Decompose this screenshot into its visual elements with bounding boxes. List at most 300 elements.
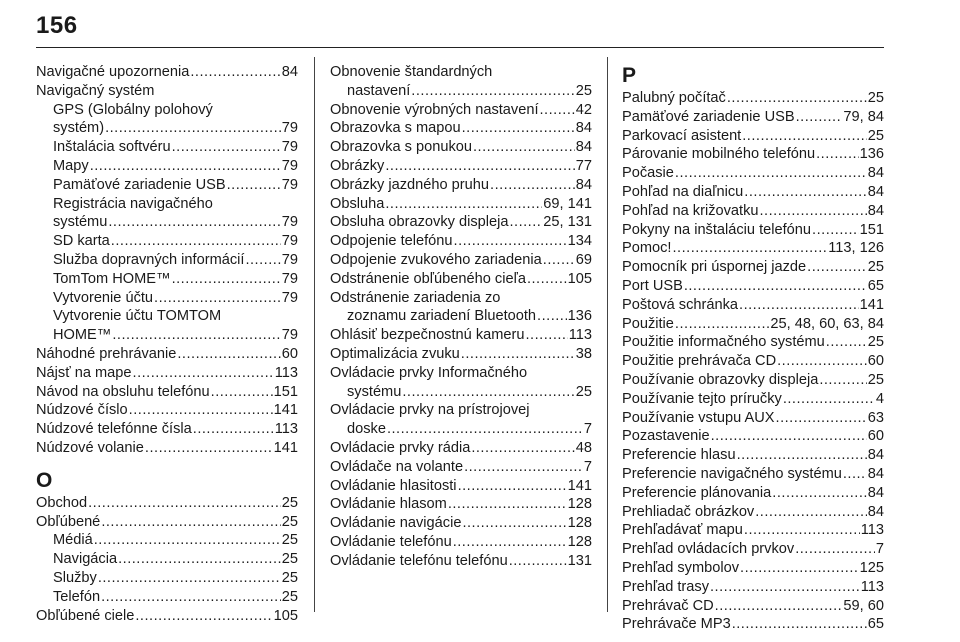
index-entry (36, 531, 298, 550)
dot-leader (471, 439, 574, 458)
index-entry-term: Ovládanie telefónu (330, 533, 452, 550)
index-entry-page: 113 (860, 578, 884, 595)
index-entry-term: Pamäťové zariadenie USB (53, 176, 226, 193)
index-entry-page: 25 (281, 513, 298, 530)
dot-leader (145, 439, 273, 458)
index-entry-page: 25 (867, 371, 884, 388)
index-entry-page: 25 (867, 90, 884, 106)
index-entry-term: Počasie (622, 165, 674, 182)
index-entry (330, 345, 592, 364)
index-entry-page: 84 (867, 503, 884, 520)
index-entry (330, 101, 592, 120)
dot-leader (458, 477, 567, 496)
index-entry (330, 458, 592, 477)
index-entry (36, 251, 298, 270)
index-entry (330, 533, 592, 552)
index-entry (330, 495, 592, 514)
dot-leader (684, 277, 867, 296)
index-entry (36, 569, 298, 588)
index-entry-term: Obľúbené (36, 513, 101, 530)
index-entry-page: 113 (274, 364, 298, 381)
dot-leader (744, 521, 860, 540)
index-entry (330, 195, 592, 214)
dot-leader (133, 364, 274, 383)
dot-leader (509, 213, 542, 232)
dot-leader (711, 427, 867, 446)
index-entry (36, 326, 298, 345)
dot-leader (732, 615, 867, 634)
index-entry-page: 69 (575, 251, 592, 268)
index-entry-term: Núdzové číslo (36, 402, 128, 419)
dot-leader (193, 420, 274, 439)
index-entry-term: Prehľad symbolov (622, 559, 740, 576)
index-entry (36, 607, 298, 626)
dot-leader (777, 352, 867, 371)
index-entry-term: Prehľad trasy (622, 578, 709, 595)
index-entry-page: 79 (281, 327, 298, 344)
index-entry-page: 128 (567, 533, 592, 550)
index-entry-term: Použitie prehrávača CD (622, 353, 777, 370)
index-entry (330, 552, 592, 571)
index-entry-page: 84 (867, 465, 884, 482)
index-entry-page: 141 (273, 402, 298, 419)
index-entry (622, 108, 884, 127)
index-entry-page: 25 (281, 569, 298, 586)
index-entry-term: Ohlásiť bezpečnostnú kameru (330, 327, 525, 344)
index-entry-term: Parkovací asistent (622, 127, 742, 144)
dot-leader (795, 540, 875, 559)
dot-leader (755, 503, 867, 522)
index-section-letter: P (622, 64, 637, 87)
index-entry (330, 326, 592, 345)
index-entry-page: 79 (281, 157, 298, 174)
index-entry (622, 390, 884, 409)
index-entry (36, 176, 298, 195)
index-entry-page: 125 (859, 559, 884, 576)
index-entry (330, 514, 592, 533)
dot-leader (387, 420, 583, 439)
index-entry-term: Obrazovka s ponukou (330, 139, 472, 156)
index-entry-term: Médiá (53, 532, 93, 549)
index-entry-term: Navigačné upozornenia (36, 64, 190, 80)
index-entry-page: 65 (867, 277, 884, 294)
dot-leader (90, 157, 281, 176)
index-entry-page: 84 (575, 176, 592, 193)
index-entry (622, 371, 884, 390)
index-entry-page: 63 (867, 409, 884, 426)
index-entry (622, 352, 884, 371)
index-entry-term: Palubný počítač (622, 90, 726, 106)
dot-leader (462, 119, 575, 138)
dot-leader (464, 458, 583, 477)
index-entry (622, 409, 884, 428)
dot-leader (211, 383, 273, 402)
index-entry (36, 119, 298, 138)
dot-leader (461, 345, 575, 364)
index-entry-page: 79 (281, 139, 298, 156)
index-entry-term: Telefón (53, 588, 101, 605)
dot-leader (385, 157, 574, 176)
dot-leader (385, 195, 542, 214)
index-entry (36, 494, 298, 513)
index-entry-term: Obchod (36, 494, 88, 511)
dot-leader (715, 597, 843, 616)
index-entry (36, 420, 298, 439)
index-entry (622, 296, 884, 315)
dot-leader (462, 514, 566, 533)
index-entry (330, 439, 592, 458)
index-entry-term: TomTom HOME™ (53, 270, 171, 287)
index-entry-page: 141 (273, 439, 298, 456)
index-entry (622, 145, 884, 164)
index-entry-page: 84 (867, 202, 884, 219)
index-entry-page: 4 (875, 390, 884, 407)
index-entry (36, 157, 298, 176)
index-entry (36, 513, 298, 532)
index-entry-heading: Vytvorenie účtu TOMTOM (53, 308, 222, 325)
index-entry-page: 79 (281, 270, 298, 287)
dot-leader (543, 251, 575, 270)
index-entry-page: 128 (567, 515, 592, 532)
index-entry-page: 25, 48, 60, 63, 84 (770, 315, 884, 332)
index-entry (622, 503, 884, 522)
index-entry-term: Ovládanie hlasom (330, 496, 447, 513)
dot-leader (245, 251, 280, 270)
index-entry-page: 25 (281, 551, 298, 568)
index-entry-term: Odpojenie telefónu (330, 233, 453, 250)
index-entry-page: 79 (281, 120, 298, 137)
index-entry-page: 141 (859, 296, 884, 313)
index-entry-heading: Ovládacie prvky Informačného (330, 364, 528, 381)
index-entry-term: Vytvorenie účtu (53, 289, 154, 306)
index-entry-page: 42 (575, 101, 592, 118)
index-entry-term: systém) (53, 120, 105, 137)
index-entry (622, 164, 884, 183)
index-entry (36, 289, 298, 308)
index-entry (622, 89, 884, 108)
dot-leader (101, 588, 281, 607)
index-entry-page: 84 (575, 139, 592, 156)
index-entry-term: Pohľad na križovatku (622, 202, 759, 219)
index-entry-term: Pomoc! (622, 240, 672, 257)
index-entry (330, 270, 592, 289)
dot-leader (108, 213, 280, 232)
index-entry-term: doske (347, 421, 386, 438)
index-entry-term: Obrázky jazdného pruhu (330, 176, 490, 193)
index-entry-term: Mapy (53, 157, 89, 174)
dot-leader (744, 183, 866, 202)
dot-leader (672, 239, 827, 258)
dot-leader (453, 533, 567, 552)
dot-leader (819, 371, 866, 390)
index-entry-page: 84 (867, 165, 884, 182)
header-rule (36, 47, 884, 48)
index-entry (330, 119, 592, 138)
dot-leader (98, 569, 281, 588)
index-entry-term: Pokyny na inštaláciu telefónu (622, 221, 812, 238)
index-entry-page: 25 (281, 532, 298, 549)
dot-leader (740, 559, 859, 578)
index-entry-term: Obrazovka s mapou (330, 120, 461, 137)
dot-leader (527, 270, 567, 289)
index-entry-term: Prehrávače MP3 (622, 616, 731, 633)
dot-leader (537, 307, 567, 326)
index-entry-page: 38 (575, 345, 592, 362)
index-entry (36, 550, 298, 569)
index-entry (622, 484, 884, 503)
index-entry (36, 232, 298, 251)
index-entry-term: SD karta (53, 233, 110, 250)
index-entry-term: nastavení (347, 82, 411, 99)
index-entry-term: HOME™ (53, 327, 112, 344)
index-entry-page: 113, 126 (828, 240, 884, 257)
index-entry-term: Preferencie navigačného systému (622, 465, 842, 482)
dot-leader (843, 465, 867, 484)
index-entry-term: Párovanie mobilného telefónu (622, 146, 816, 163)
dot-leader (796, 108, 843, 127)
index-entry-page: 79 (281, 214, 298, 231)
index-entry-term: systému (347, 383, 402, 400)
index-column-2 (330, 63, 592, 571)
index-entry-page: 131 (567, 552, 592, 569)
index-entry-page: 79 (281, 289, 298, 306)
index-entry-heading: GPS (Globálny polohový (53, 101, 213, 118)
index-entry (330, 82, 592, 101)
index-entry (36, 401, 298, 420)
index-entry-term: Odstránenie obľúbeného cieľa (330, 270, 526, 287)
index-entry-term: Obsluha obrazovky displeja (330, 214, 509, 231)
index-entry-page: 25 (867, 334, 884, 351)
dot-leader (94, 531, 281, 550)
index-entry-page: 105 (567, 270, 592, 287)
index-entry (622, 521, 884, 540)
index-entry (622, 540, 884, 559)
index-entry (622, 221, 884, 240)
index-entry-page: 25 (575, 383, 592, 400)
index-entry-term: Prehliadač obrázkov (622, 503, 755, 520)
index-entry (622, 202, 884, 221)
index-entry-term: Obrázky (330, 157, 385, 174)
index-entry-term: Pamäťové zariadenie USB (622, 108, 795, 125)
index-entry (330, 420, 592, 439)
dot-leader (473, 138, 575, 157)
index-entry-page: 25, 131 (543, 214, 592, 231)
index-entry (622, 427, 884, 446)
index-entry (330, 213, 592, 232)
dot-leader (509, 552, 567, 571)
dot-leader (402, 383, 574, 402)
index-entry (36, 588, 298, 607)
index-entry-heading: Obnovenie štandardných (330, 64, 493, 80)
index-entry-heading: Navigačný systém (36, 82, 155, 99)
index-entry-term: Obľúbené ciele (36, 607, 135, 624)
column-divider (607, 57, 608, 612)
index-entry-page: 60 (867, 353, 884, 370)
index-entry (330, 138, 592, 157)
index-entry-term: Náhodné prehrávanie (36, 345, 177, 362)
index-entry-page: 60 (867, 428, 884, 445)
index-entry (622, 127, 884, 146)
dot-leader (737, 446, 867, 465)
index-entry-term: Ovládače na volante (330, 458, 464, 475)
dot-leader (739, 296, 859, 315)
dot-leader (448, 495, 567, 514)
index-entry-term: Navigácia (53, 551, 118, 568)
index-entry-page: 113 (274, 421, 298, 438)
index-entry-page: 84 (575, 120, 592, 137)
dot-leader (540, 101, 575, 120)
index-entry (330, 232, 592, 251)
dot-leader (710, 578, 860, 597)
index-entry (622, 465, 884, 484)
index-entry-term: Preferencie plánovania (622, 484, 772, 501)
index-entry-term: Používanie tejto príručky (622, 390, 782, 407)
index-entry-term: Preferencie hlasu (622, 447, 736, 464)
index-entry-page: 128 (567, 496, 592, 513)
index-entry (330, 157, 592, 176)
dot-leader (675, 315, 769, 334)
index-entry-term: Nájsť na mape (36, 364, 132, 381)
dot-leader (112, 326, 280, 345)
index-entry-term: Núdzové telefónne čísla (36, 421, 192, 438)
dot-leader (154, 289, 281, 308)
index-entry-page: 84 (867, 447, 884, 464)
index-entry (622, 446, 884, 465)
index-entry-term: Poštová schránka (622, 296, 739, 313)
index-entry (36, 138, 298, 157)
index-entry-page: 113 (860, 522, 884, 539)
index-entry-heading: Ovládacie prvky na prístrojovej (330, 402, 530, 419)
dot-leader (772, 484, 866, 503)
index-entry (36, 439, 298, 458)
dot-leader (88, 494, 281, 513)
dot-leader (776, 409, 867, 428)
index-entry (622, 333, 884, 352)
index-entry-page: 84 (867, 484, 884, 501)
index-entry (330, 307, 592, 326)
dot-leader (101, 513, 280, 532)
index-entry-term: Obnovenie výrobných nastavení (330, 101, 539, 118)
dot-leader (118, 550, 281, 569)
index-entry-term: systému (53, 214, 108, 231)
index-entry (622, 315, 884, 334)
index-entry-term: Prehľadávať mapu (622, 522, 743, 539)
index-entry-page: 77 (575, 157, 592, 174)
index-entry-page: 59, 60 (843, 597, 884, 614)
index-entry-term: zoznamu zariadení Bluetooth (347, 308, 537, 325)
dot-leader (454, 232, 567, 251)
index-entry (36, 270, 298, 289)
index-entry-page: 7 (875, 541, 884, 558)
dot-leader (172, 138, 281, 157)
index-entry-page: 141 (567, 477, 592, 494)
index-column-1 (36, 63, 298, 625)
index-entry-page: 84 (867, 183, 884, 200)
dot-leader (190, 63, 280, 82)
index-entry (622, 615, 884, 634)
index-entry (330, 383, 592, 402)
index-entry-page: 60 (281, 345, 298, 362)
index-entry-page: 113 (568, 327, 592, 344)
dot-leader (816, 145, 859, 164)
dot-leader (742, 127, 867, 146)
index-entry-page: 79 (281, 251, 298, 268)
index-entry (622, 239, 884, 258)
index-entry-page: 151 (859, 221, 884, 238)
index-entry-page: 69, 141 (543, 195, 592, 212)
dot-leader (135, 607, 272, 626)
index-entry (622, 258, 884, 277)
dot-leader (411, 82, 574, 101)
index-entry-term: Prehľad ovládacích prvkov (622, 541, 795, 558)
index-entry-term: Obsluha (330, 195, 385, 212)
index-column-3 (622, 63, 884, 634)
index-entry-page: 105 (273, 607, 298, 624)
dot-leader (177, 345, 280, 364)
index-entry-page: 136 (567, 308, 592, 325)
index-entry-heading: Registrácia navigačného (53, 195, 213, 212)
index-entry-page: 7 (583, 421, 592, 438)
index-entry (622, 183, 884, 202)
dot-leader (526, 326, 568, 345)
index-entry-page: 79 (281, 176, 298, 193)
index-section-letter: O (36, 468, 53, 492)
index-entry-page: 136 (859, 146, 884, 163)
index-entry-term: Použitie informačného systému (622, 334, 825, 351)
index-entry-term: Použitie (622, 315, 674, 332)
index-entry-term: Núdzové volanie (36, 439, 144, 456)
index-entry-term: Pomocník pri úspornej jazde (622, 259, 807, 276)
index-entry (330, 477, 592, 496)
index-entry-page: 25 (867, 259, 884, 276)
index-entry-term: Ovládacie prvky rádia (330, 439, 471, 456)
index-entry-term: Prehrávač CD (622, 597, 714, 614)
column-divider (314, 57, 315, 612)
index-entry-term: Používanie obrazovky displeja (622, 371, 819, 388)
index-entry-page: 25 (281, 494, 298, 511)
index-entry-page: 84 (281, 64, 298, 80)
page-number: 156 (36, 12, 78, 39)
index-entry-term: Ovládanie navigácie (330, 515, 462, 532)
dot-leader (826, 333, 867, 352)
index-entry-term: Služby (53, 569, 97, 586)
index-entry (36, 364, 298, 383)
dot-leader (129, 401, 273, 420)
dot-leader (760, 202, 867, 221)
index-entry-page: 48 (575, 439, 592, 456)
index-entry-term: Návod na obsluhu telefónu (36, 383, 210, 400)
index-entry-page: 65 (867, 616, 884, 633)
index-entry-page: 151 (273, 383, 298, 400)
dot-leader (490, 176, 575, 195)
index-entry-page: 134 (567, 233, 592, 250)
index-entry (622, 578, 884, 597)
index-entry-page: 25 (867, 127, 884, 144)
dot-leader (111, 232, 281, 251)
index-entry-page: 79, 84 (843, 108, 884, 125)
dot-leader (783, 390, 875, 409)
index-entry (622, 277, 884, 296)
index-entry-term: Používanie vstupu AUX (622, 409, 775, 426)
index-entry-page: 25 (575, 82, 592, 99)
index-entry (622, 559, 884, 578)
index-entry-term: Ovládanie telefónu telefónu (330, 552, 508, 569)
index-entry-term: Pohľad na diaľnicu (622, 183, 744, 200)
index-entry (36, 213, 298, 232)
index-entry (36, 63, 298, 82)
index-entry-term: Ovládanie hlasitosti (330, 477, 457, 494)
index-entry (36, 345, 298, 364)
